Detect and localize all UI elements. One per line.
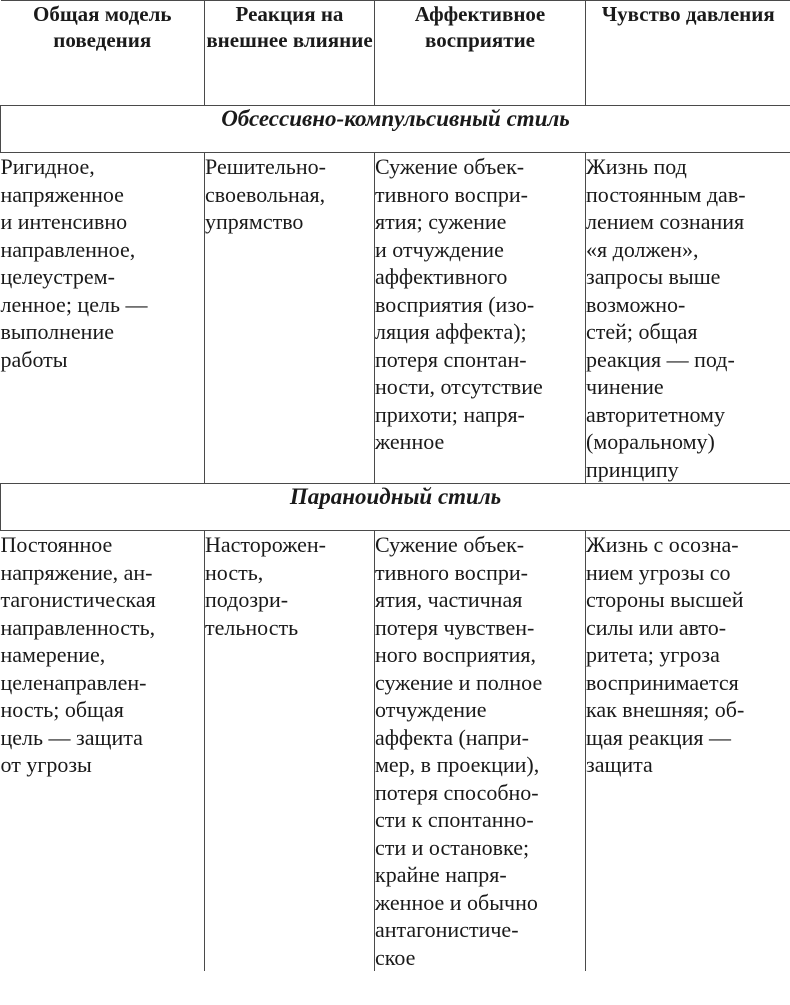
- header-affective-perception: Аффективное восприятие: [375, 1, 586, 106]
- table-row-obsessive: [1, 153, 790, 484]
- table-row-paranoid: [1, 531, 790, 972]
- cell-paranoid-reaction: Насторожен- ность, подозри- тельность: [205, 531, 375, 972]
- cell-obsessive-pressure: Жизнь под постоянным дав- лением сознания «я должен», запросы выше возможно- стей; общая реакция — под- чинение авторитетному (моральному) принципу: [586, 153, 790, 484]
- cell-paranoid-pressure: Жизнь с осозна- нием угрозы со стороны высшей силы или авто- ритета; угроза воспринимается как внешняя; об- щая реакция — защита: [586, 531, 790, 972]
- cell-obsessive-reaction: Решительно- своевольная, упрямство: [205, 153, 375, 484]
- cell-obsessive-affect: Сужение объек- тивного воспри- ятия; сужение и отчуждение аффективного восприятия (изо- ляция аффекта); потеря спонтан- ности, отсутствие прихоти; напря- женное: [375, 153, 586, 484]
- header-pressure-feeling: Чувство давления: [586, 1, 790, 106]
- section-row-paranoid: [1, 484, 790, 531]
- section-title-obsessive: Обсессивно-компульсивный стиль: [1, 106, 790, 153]
- header-row: [1, 1, 790, 106]
- cell-paranoid-affect: Сужение объек- тивного воспри- ятия, частичная потеря чувствен- ного восприятия, сужение и полное отчуждение аффекта (напри- мер, в проекции), потеря способно- сти к спонтанно- сти и остановке; крайне напря- женное и обычно антагонистиче- ское: [375, 531, 586, 972]
- header-behavior-model: Общая модель поведения: [1, 1, 205, 106]
- cell-obsessive-behavior: Ригидное, напряженное и интенсивно направленное, целеустрем- ленное; цель — выполнение работы: [1, 153, 205, 484]
- section-title-paranoid: Параноидный стиль: [1, 484, 790, 531]
- section-row-obsessive: [1, 106, 790, 153]
- cell-paranoid-behavior: Постоянное напряжение, ан- тагонистическая направленность, намерение, целенаправлен- ность; общая цель — защита от угрозы: [1, 531, 205, 972]
- header-reaction: Реакция на внешнее влияние: [205, 1, 375, 106]
